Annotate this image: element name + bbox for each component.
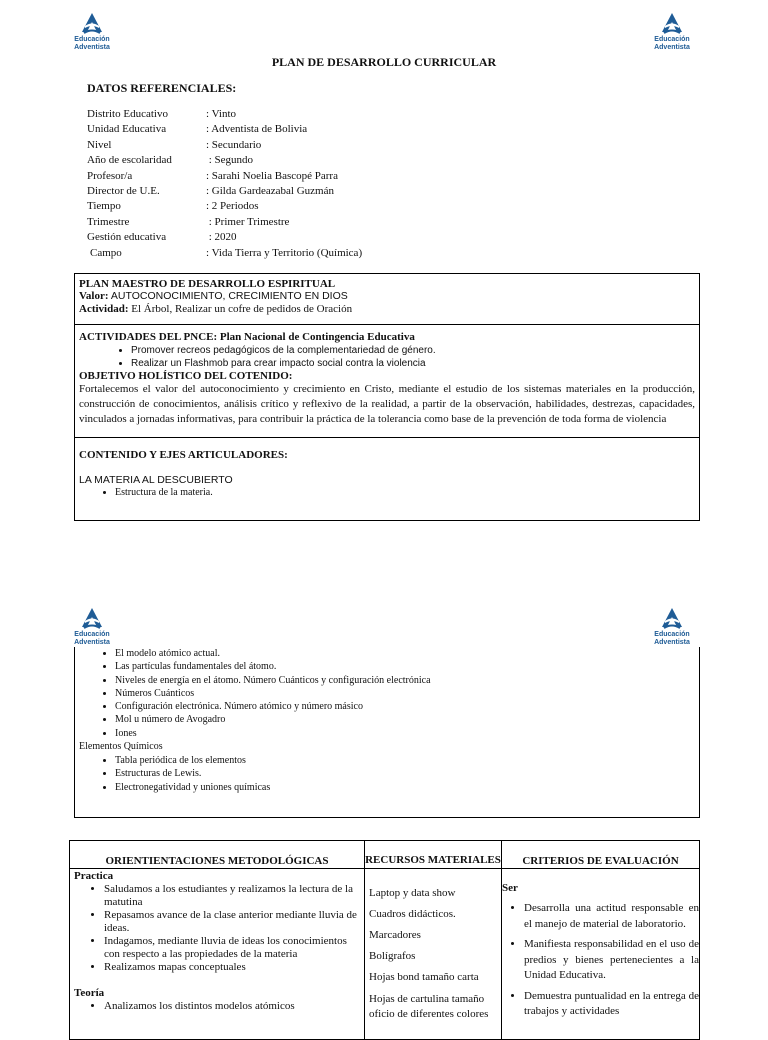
list-item: • Repasamos avance de la clase anterior mediante lluvia de ideas. [104, 909, 364, 935]
datos-value: : Secundario [206, 138, 262, 151]
logo-a-icon [79, 12, 105, 36]
datos-row [87, 138, 362, 153]
datos-row [87, 107, 362, 122]
datos-label: Gestión educativa [87, 231, 167, 244]
table-row [70, 869, 700, 1040]
datos-value: : Gilda Gardeazabal Guzmán [206, 184, 334, 197]
plan-maestro-heading: PLAN MAESTRO DE DESARROLLO ESPIRITUAL [79, 278, 336, 290]
pnce-list [75, 344, 699, 370]
recursos-cell [365, 869, 502, 1040]
contenido-heading: CONTENIDO Y EJES ARTICULADORES: [79, 449, 288, 461]
datos-label: Campo [90, 246, 122, 259]
header-recursos: RECURSOS MATERIALES [365, 841, 502, 869]
page-2 [0, 600, 768, 1024]
table-header-row [70, 841, 700, 869]
datos-label: Profesor/a [87, 169, 133, 182]
logo-line-2: Adventista [654, 44, 690, 51]
datos-value: : Segundo [206, 154, 254, 167]
teoria-heading: Teoría [74, 987, 105, 999]
actividad-line [79, 303, 695, 316]
list-item: • Las partículas fundamentales del átomo. [115, 660, 699, 673]
page-gap [0, 570, 768, 600]
list-item: • Realizamos mapas conceptuales [104, 961, 364, 974]
datos-label: Director de U.E. [87, 184, 160, 197]
teoria-list [70, 1000, 364, 1013]
datos-value: : Vida Tierra y Territorio (Química) [206, 246, 363, 259]
datos-value: : Vinto [206, 108, 237, 120]
datos-label: Nivel [87, 138, 112, 151]
logo-line-1: Educación [654, 36, 690, 43]
recurso-item: Hojas de cartulina tamaño oficio de diferentes colores [369, 993, 489, 1020]
datos-value: : Adventista de Bolivia [206, 123, 308, 136]
datos-row [87, 230, 362, 245]
recurso-item: Bolígrafos [369, 950, 416, 962]
recurso-item: Hojas bond tamaño carta [369, 971, 479, 983]
plan-box [74, 273, 700, 521]
practica-list [70, 883, 364, 974]
logo-a-icon [659, 12, 685, 36]
contenido-list [75, 486, 699, 499]
valor-text: AUTOCONOCIMIENTO, CRECIMIENTO EN DIOS [108, 290, 348, 302]
ser-heading: Ser [502, 882, 518, 894]
datos-row [87, 122, 362, 137]
logo-line-2: Adventista [74, 44, 110, 51]
datos-row [87, 153, 362, 168]
datos-label: Tiempo [87, 200, 121, 213]
plan-maestro-section [75, 274, 699, 325]
criterios-list [502, 901, 699, 1020]
contenido-continuation-box [74, 647, 700, 818]
header-criterios: CRITERIOS DE EVALUACIÓN [502, 841, 700, 869]
datos-heading: DATOS REFERENCIALES: [87, 81, 237, 95]
datos-row [87, 215, 362, 230]
educacion-adventista-logo-right [645, 12, 699, 52]
list-item: • Tabla periódica de los elementos [115, 754, 699, 767]
actividad-text: El Árbol, Realizar un cofre de pedidos de Oración [128, 303, 353, 315]
list-item: • Realizar un Flashmob para crear impacto social contra la violencia [131, 357, 699, 370]
logo-line-1: Educación [74, 36, 110, 43]
list-item: • Analizamos los distintos modelos atómicos [104, 1000, 364, 1013]
logo-line-2: Adventista [654, 639, 690, 646]
logo-line-1: Educación [654, 631, 690, 638]
datos-row [87, 246, 362, 261]
header-orientaciones: ORIENTIENTACIONES METODOLÓGICAS [70, 841, 365, 869]
datos-value: : Primer Trimestre [206, 215, 290, 228]
logo-a-icon [659, 607, 685, 631]
datos-value: : 2 Periodos [206, 200, 259, 213]
contenido-section [75, 437, 699, 520]
objetivo-heading: OBJETIVO HOLÍSTICO DEL COTENIDO: [79, 370, 293, 382]
datos-label: Unidad Educativa [87, 123, 167, 136]
datos-value: : Sarahi Noelia Bascopé Parra [206, 169, 338, 182]
educacion-adventista-logo [65, 607, 119, 647]
contenido-list [75, 647, 699, 740]
orientaciones-cell [70, 869, 365, 1040]
list-item: • Mol u número de Avogadro [115, 713, 699, 726]
datos-referenciales-list [87, 107, 362, 261]
practica-heading: Practica [74, 870, 114, 882]
criterios-cell [502, 869, 700, 1040]
pnce-objetivo-section [75, 325, 699, 437]
logo-a-icon [79, 607, 105, 631]
valor-line [79, 290, 695, 303]
logo-line-2: Adventista [74, 639, 110, 646]
pnce-heading: ACTIVIDADES DEL PNCE: Plan Nacional de Contingencia Educativa [79, 331, 415, 343]
valor-label: Valor: [79, 290, 109, 302]
list-item: • Estructura de la materia. [115, 486, 699, 499]
list-item: • Números Cuánticos [115, 687, 699, 700]
list-item: • Desarrolla una actitud responsable en el manejo de material de laboratorio. [524, 901, 699, 932]
evaluation-table [69, 840, 700, 1040]
educacion-adventista-logo [65, 12, 119, 52]
list-item: • Iones [115, 727, 699, 740]
datos-label: Trimestre [87, 215, 130, 228]
actividad-label: Actividad: [79, 303, 129, 315]
list-item: • Saludamos a los estudiantes y realizamos la lectura de la matutina [104, 883, 364, 909]
list-item: • Manifiesta responsabilidad en el uso de predios y bienes pertenecientes a la Unidad Educativa. [524, 937, 699, 984]
recurso-item: Cuadros didácticos. [369, 908, 456, 920]
datos-label: Año de escolaridad [87, 154, 172, 167]
document-title: PLAN DE DESARROLLO CURRICULAR [271, 55, 497, 69]
datos-value: : 2020 [206, 231, 237, 244]
datos-row [87, 184, 362, 199]
list-item: • Estructuras de Lewis. [115, 767, 699, 780]
elementos-heading: Elementos Químicos [79, 741, 163, 753]
objetivo-text: Fortalecemos el valor del autoconocimiento y crecimiento en Cristo, mediante el estudio de los sistemas materiales en la producción, construcción de conocimientos, análisis crítico y reflexivo de la realidad, a partir de la observación, habilidades, destrezas, capacidades, vinculados a jornadas informativas, para contribuir la práctica de la tolerancia como base de la prevención de toda forma de violencia [79, 383, 695, 425]
recurso-item: Marcadores [369, 929, 421, 941]
datos-row [87, 199, 362, 214]
logo-line-1: Educación [74, 631, 110, 638]
list-item: • Configuración electrónica. Número atómico y número másico [115, 700, 699, 713]
list-item: • Niveles de energía en el átomo. Número Cuánticos y configuración electrónica [115, 674, 699, 687]
list-item: • Indagamos, mediante lluvia de ideas los conocimientos con respecto a las propiedades de la materia [104, 935, 364, 961]
datos-label: Distrito Educativo [87, 108, 168, 120]
list-item: • Demuestra puntualidad en la entrega de trabajos y actividades [524, 989, 699, 1020]
datos-row [87, 169, 362, 184]
elementos-list [75, 754, 699, 794]
educacion-adventista-logo-right [645, 607, 699, 647]
list-item: • Electronegatividad y uniones químicas [115, 781, 699, 794]
recurso-item: Laptop y data show [369, 887, 456, 899]
contenido-subheading: LA MATERIA AL DESCUBIERTO [79, 474, 233, 486]
list-item: • Promover recreos pedagógicos de la complementariedad de género. [131, 344, 699, 357]
list-item: • El modelo atómico actual. [115, 647, 699, 660]
